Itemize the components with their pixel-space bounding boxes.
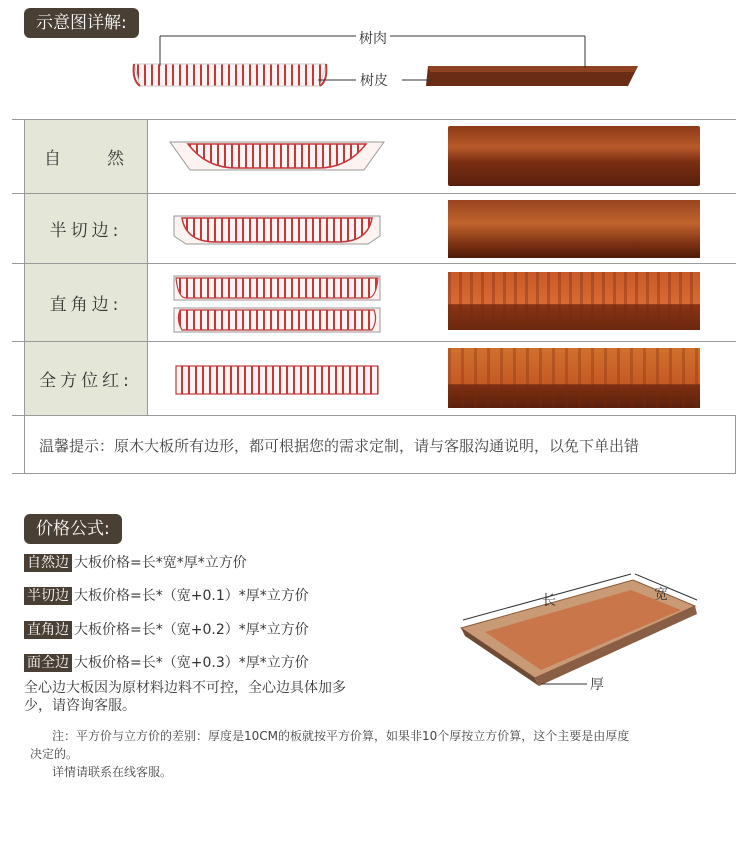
full-edge-note-line-2: 少，请咨询客服。 (24, 698, 136, 714)
board-label-thickness: 厚 (590, 677, 604, 693)
right-angle-edge-shape (172, 274, 384, 336)
label-bark: 树皮 (360, 73, 388, 89)
row-label-full-red: 全方位红: (24, 342, 148, 415)
section-title-diagram: 示意图详解: (24, 8, 139, 38)
formula-chip: 自然边 (24, 554, 72, 572)
section-title-price: 价格公式: (24, 514, 122, 544)
formula-full (24, 654, 309, 672)
formula-natural (24, 554, 247, 572)
row-label-natural: 自 然 (24, 120, 148, 193)
formula-chip: 直角边 (24, 621, 72, 639)
formula-right-angle (24, 621, 309, 639)
tip-text: 温馨提示：原木大板所有边形，都可根据您的需求定制，请与客服沟通说明，以免下单出错 (24, 416, 736, 474)
row-natural (12, 120, 736, 194)
row-label-right-angle: 直角边: (24, 264, 148, 341)
formula-text: 大板价格=长*（宽+0.3）*厚*立方价 (74, 655, 309, 671)
note-line-1: 注：平方价与立方价的差别：厚度是10CM的板就按平方价算，如果非10个厚按立方价算，这个主要是由厚度 (52, 729, 630, 743)
row-label-half-cut: 半切边: (24, 194, 148, 263)
natural-edge-photo (448, 126, 700, 186)
row-right-angle (12, 264, 736, 342)
label-flesh: 树肉 (356, 28, 390, 48)
half-cut-edge-photo (448, 200, 700, 258)
natural-edge-shape (168, 140, 388, 172)
formula-text: 大板价格=长*（宽+0.2）*厚*立方价 (74, 622, 309, 638)
edge-type-table (12, 119, 736, 474)
cross-section-diagram (130, 30, 650, 96)
half-cut-edge-shape (172, 214, 384, 246)
full-edge-note-line-1: 全心边大板因为原材料边料不可控，全心边具体加多 (24, 680, 346, 696)
row-full-red (12, 342, 736, 416)
row-half-cut (12, 194, 736, 264)
note-line-2: 决定的。 (30, 747, 79, 761)
full-red-edge-shape (174, 364, 382, 396)
formula-text: 大板价格=长*（宽+0.1）*厚*立方价 (74, 588, 309, 604)
formula-half-cut (24, 587, 309, 605)
board-label-length: 长 (542, 593, 556, 609)
board-label-width: 宽 (654, 587, 668, 603)
full-red-edge-photo (448, 348, 700, 408)
note-line-3: 详情请联系在线客服。 (52, 765, 173, 779)
formula-chip: 半切边 (24, 587, 72, 605)
formula-chip: 面全边 (24, 654, 72, 672)
right-angle-edge-photo (448, 272, 700, 330)
formula-text: 大板价格=长*宽*厚*立方价 (74, 555, 247, 571)
